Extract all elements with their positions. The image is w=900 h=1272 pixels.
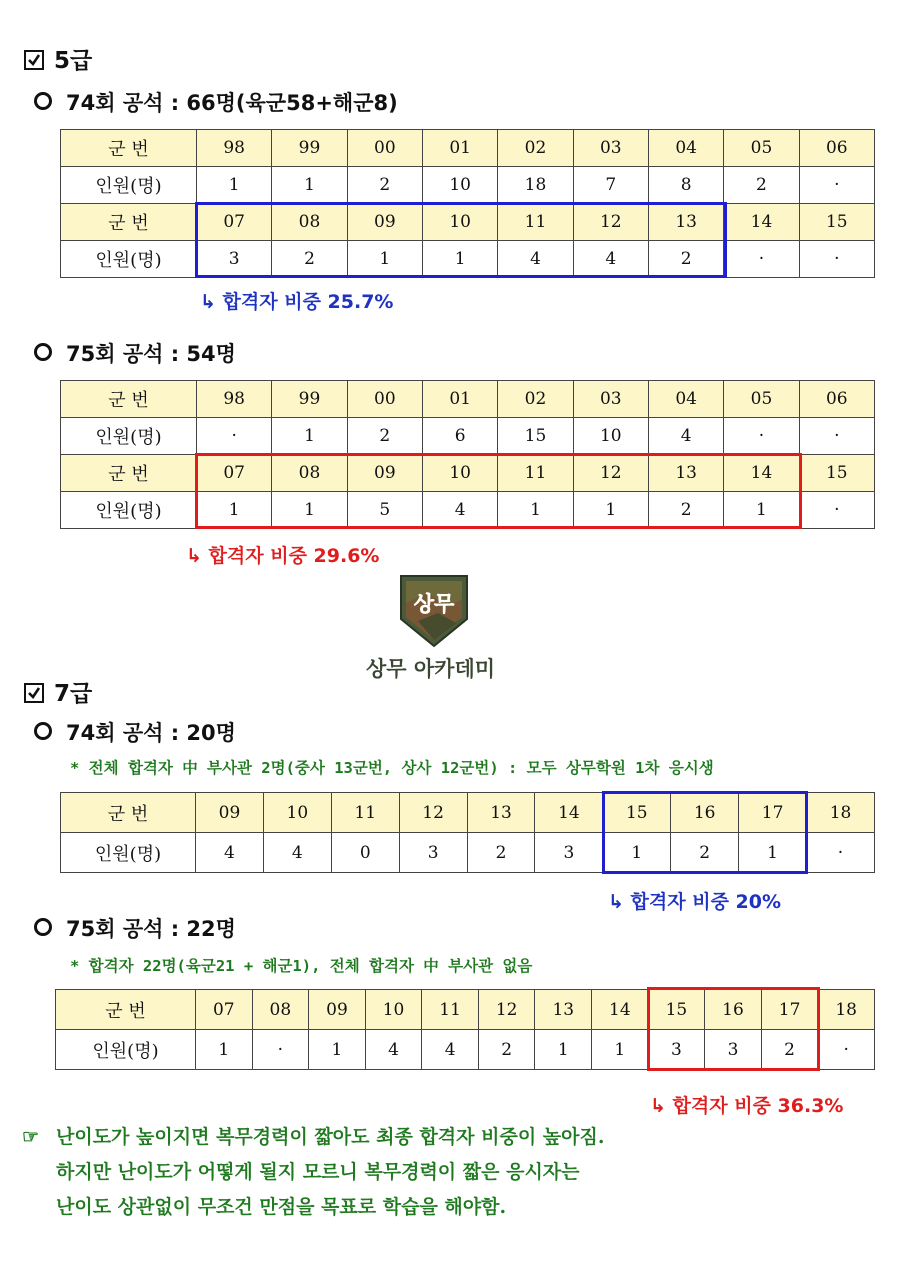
table-row — [56, 990, 875, 1030]
year-cell: 07 — [197, 455, 272, 492]
year-cell: 99 — [272, 130, 347, 167]
count-label: 인원(명) — [61, 833, 196, 873]
year-cell: 01 — [422, 381, 497, 418]
year-cell: 00 — [347, 381, 422, 418]
count-cell: 0 — [331, 833, 399, 873]
year-cell: 13 — [467, 793, 535, 833]
year-cell: 08 — [252, 990, 309, 1030]
count-cell: 4 — [422, 1030, 479, 1070]
year-cell: 05 — [724, 381, 799, 418]
circle-bullet-icon — [34, 918, 52, 936]
count-cell: 2 — [467, 833, 535, 873]
table-row — [61, 492, 875, 529]
g7-exam74-title: 74회 공석 : 20명 — [66, 721, 236, 745]
count-cell: · — [799, 418, 874, 455]
count-label: 인원(명) — [61, 418, 197, 455]
table-row — [61, 833, 875, 873]
year-cell: 15 — [603, 793, 671, 833]
count-label: 인원(명) — [61, 241, 197, 278]
summary-line: 하지만 난이도가 어떻게 될지 모르니 복무경력이 짧은 응시자는 — [56, 1161, 580, 1183]
table-row — [56, 1030, 875, 1070]
year-cell: 10 — [422, 204, 497, 241]
count-cell: 1 — [422, 241, 497, 278]
logo-emblem — [398, 573, 470, 653]
emblem-text: 상무 — [413, 592, 455, 616]
count-cell: 1 — [272, 418, 347, 455]
year-cell: 99 — [272, 381, 347, 418]
table-row — [61, 130, 875, 167]
g5-exam75-ratio: ↳ 합격자 비중 29.6% — [186, 545, 380, 567]
table-row — [61, 418, 875, 455]
year-cell: 12 — [399, 793, 467, 833]
count-cell: 1 — [603, 833, 671, 873]
g5-exam75-heading — [34, 338, 236, 368]
count-cell: 1 — [197, 492, 272, 529]
year-cell: 06 — [799, 130, 874, 167]
year-cell: 11 — [498, 204, 573, 241]
header-label: 군 번 — [61, 381, 197, 418]
count-cell: 15 — [498, 418, 573, 455]
year-cell: 03 — [573, 130, 648, 167]
count-cell: · — [724, 418, 799, 455]
count-cell: 2 — [761, 1030, 818, 1070]
g7-exam75-title: 75회 공석 : 22명 — [66, 917, 236, 941]
count-cell: 1 — [535, 1030, 592, 1070]
year-cell: 08 — [272, 455, 347, 492]
count-cell: · — [197, 418, 272, 455]
year-cell: 10 — [422, 455, 497, 492]
year-cell: 98 — [197, 381, 272, 418]
summary-line: 난이도 상관없이 무조건 만점을 목표로 학습을 해야함. — [56, 1196, 507, 1218]
count-cell: · — [799, 241, 874, 278]
year-cell: 18 — [818, 990, 875, 1030]
g7-exam75-note: * 합격자 22명(육군21 + 해군1), 전체 합격자 中 부사관 없음 — [70, 957, 533, 975]
count-cell: · — [799, 492, 874, 529]
year-cell: 17 — [739, 793, 807, 833]
year-cell: 09 — [309, 990, 366, 1030]
count-cell: 3 — [197, 241, 272, 278]
year-cell: 10 — [365, 990, 422, 1030]
count-cell: 2 — [648, 241, 723, 278]
g7-exam74-table — [60, 792, 875, 873]
g5-exam74-ratio: ↳ 합격자 비중 25.7% — [200, 291, 394, 313]
year-cell: 16 — [705, 990, 762, 1030]
count-cell: 2 — [347, 167, 422, 204]
year-cell: 12 — [573, 455, 648, 492]
year-cell: 12 — [573, 204, 648, 241]
count-cell: 10 — [573, 418, 648, 455]
count-cell: · — [252, 1030, 309, 1070]
count-cell: · — [818, 1030, 875, 1070]
year-cell: 18 — [807, 793, 875, 833]
year-cell: 16 — [671, 793, 739, 833]
g5-exam75-title: 75회 공석 : 54명 — [66, 342, 236, 366]
year-cell: 01 — [422, 130, 497, 167]
count-cell: 3 — [399, 833, 467, 873]
year-cell: 03 — [573, 381, 648, 418]
count-label: 인원(명) — [61, 492, 197, 529]
header-label: 군 번 — [61, 204, 197, 241]
year-cell: 14 — [724, 204, 799, 241]
year-cell: 11 — [331, 793, 399, 833]
count-cell: 2 — [272, 241, 347, 278]
circle-bullet-icon — [34, 343, 52, 361]
header-label: 군 번 — [61, 793, 196, 833]
g5-exam74-table — [60, 129, 875, 278]
count-cell: 2 — [478, 1030, 535, 1070]
count-cell: 2 — [671, 833, 739, 873]
count-cell: 1 — [197, 167, 272, 204]
pointer-icon: ☞ — [22, 1126, 40, 1148]
year-cell: 15 — [799, 204, 874, 241]
g7-exam75-ratio: ↳ 합격자 비중 36.3% — [650, 1095, 844, 1117]
year-cell: 15 — [648, 990, 705, 1030]
year-cell: 11 — [498, 455, 573, 492]
grade7-title: 7급 — [54, 681, 93, 707]
count-cell: 10 — [422, 167, 497, 204]
g7-exam75-table — [55, 989, 875, 1070]
year-cell: 04 — [648, 130, 723, 167]
year-cell: 09 — [347, 455, 422, 492]
year-cell: 04 — [648, 381, 723, 418]
count-cell: · — [807, 833, 875, 873]
count-cell: 6 — [422, 418, 497, 455]
year-cell: 00 — [347, 130, 422, 167]
table-row — [61, 455, 875, 492]
count-label: 인원(명) — [56, 1030, 196, 1070]
table-row — [61, 793, 875, 833]
count-cell: 1 — [498, 492, 573, 529]
header-label: 군 번 — [56, 990, 196, 1030]
checkbox-icon — [24, 50, 44, 70]
year-cell: 07 — [196, 990, 253, 1030]
summary-text — [56, 1120, 604, 1225]
count-cell: 3 — [705, 1030, 762, 1070]
summary-line: 난이도가 높이지면 복무경력이 짧아도 최종 합격자 비중이 높아짐. — [56, 1126, 605, 1148]
g7-exam74-heading — [34, 717, 236, 747]
header-label: 군 번 — [61, 455, 197, 492]
g7-exam75-heading — [34, 913, 236, 943]
year-cell: 09 — [196, 793, 264, 833]
count-cell: 1 — [347, 241, 422, 278]
g5-exam74-title: 74회 공석 : 66명(육군58+해군8) — [66, 91, 398, 115]
grade5-title: 5급 — [54, 48, 93, 74]
logo-text: 상무 아카데미 — [366, 657, 496, 681]
year-cell: 11 — [422, 990, 479, 1030]
count-cell: 1 — [272, 167, 347, 204]
year-cell: 07 — [197, 204, 272, 241]
table-row — [61, 241, 875, 278]
count-cell: 8 — [648, 167, 723, 204]
header-label: 군 번 — [61, 130, 197, 167]
count-cell: 1 — [272, 492, 347, 529]
year-cell: 02 — [498, 381, 573, 418]
count-cell: 4 — [498, 241, 573, 278]
count-cell: 4 — [196, 833, 264, 873]
count-cell: 4 — [365, 1030, 422, 1070]
year-cell: 02 — [498, 130, 573, 167]
year-cell: 14 — [592, 990, 649, 1030]
year-cell: 12 — [478, 990, 535, 1030]
count-cell: 1 — [724, 492, 799, 529]
year-cell: 17 — [761, 990, 818, 1030]
count-cell: 5 — [347, 492, 422, 529]
year-cell: 14 — [535, 793, 603, 833]
count-cell: 2 — [347, 418, 422, 455]
count-cell: 4 — [263, 833, 331, 873]
count-cell: 1 — [196, 1030, 253, 1070]
count-cell: 1 — [309, 1030, 366, 1070]
table-row — [61, 204, 875, 241]
count-cell: 1 — [573, 492, 648, 529]
count-cell: 4 — [422, 492, 497, 529]
count-cell: · — [724, 241, 799, 278]
year-cell: 13 — [648, 455, 723, 492]
circle-bullet-icon — [34, 92, 52, 110]
year-cell: 08 — [272, 204, 347, 241]
count-label: 인원(명) — [61, 167, 197, 204]
year-cell: 06 — [799, 381, 874, 418]
year-cell: 15 — [799, 455, 874, 492]
table-row — [61, 381, 875, 418]
g5-exam75-table — [60, 380, 875, 529]
count-cell: 3 — [648, 1030, 705, 1070]
year-cell: 98 — [197, 130, 272, 167]
year-cell: 05 — [724, 130, 799, 167]
grade5-heading — [24, 42, 92, 75]
year-cell: 09 — [347, 204, 422, 241]
count-cell: 2 — [648, 492, 723, 529]
g7-exam74-ratio: ↳ 합격자 비중 20% — [608, 891, 782, 913]
count-cell: 2 — [724, 167, 799, 204]
year-cell: 14 — [724, 455, 799, 492]
g7-exam74-note: * 전체 합격자 中 부사관 2명(중사 13군번, 상사 12군번) : 모두 상무학원 1차 응시생 — [70, 759, 714, 777]
year-cell: 13 — [648, 204, 723, 241]
table-row — [61, 167, 875, 204]
grade7-heading — [24, 675, 92, 708]
count-cell: 3 — [535, 833, 603, 873]
g5-exam74-heading — [34, 87, 398, 117]
count-cell: 7 — [573, 167, 648, 204]
count-cell: 1 — [739, 833, 807, 873]
checkbox-icon — [24, 683, 44, 703]
circle-bullet-icon — [34, 722, 52, 740]
count-cell: 4 — [573, 241, 648, 278]
year-cell: 13 — [535, 990, 592, 1030]
year-cell: 10 — [263, 793, 331, 833]
count-cell: 18 — [498, 167, 573, 204]
count-cell: 1 — [592, 1030, 649, 1070]
count-cell: 4 — [648, 418, 723, 455]
count-cell: · — [799, 167, 874, 204]
